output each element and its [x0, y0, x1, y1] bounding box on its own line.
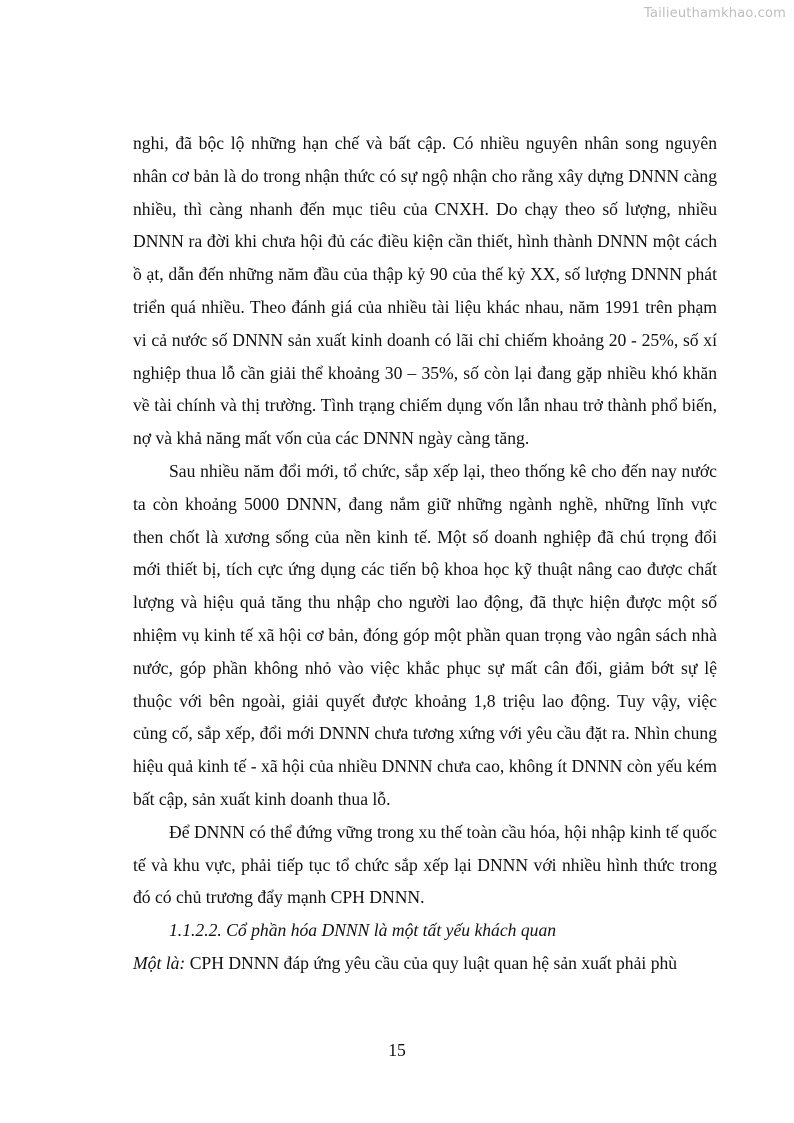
page-number: 15: [388, 1040, 406, 1060]
paragraph-4-text: CPH DNNN đáp ứng yêu cầu của quy luật quan hệ sản xuất phải phù: [185, 952, 678, 973]
paragraph-2: Sau nhiều năm đổi mới, tổ chức, sắp xếp lại, theo thống kê cho đến nay nước ta còn khoảng 5000 DNNN, đang nắm giữ những ngành nghề, những lĩnh vực then chốt là xương sống của nền kinh tế. Một số doanh nghiệp đã chú trọng đổi mới thiết bị, tích cực ứng dụng các tiến bộ khoa học kỹ thuật nâng cao được chất lượng và hiệu quả tăng thu nhập cho người lao động, đã thực hiện được một số nhiệm vụ kinh tế xã hội cơ bản, đóng góp một phần quan trọng vào ngân sách nhà nước, góp phần không nhỏ vào việc khắc phục sự mất cân đối, giảm bớt sự lệ thuộc với bên ngoài, giải quyết được khoảng 1,8 triệu lao động. Tuy vậy, việc củng cố, sắp xếp, đổi mới DNNN chưa tương xứng với yêu cầu đặt ra. Nhìn chung hiệu quả kinh tế - xã hội của nhiều DNNN chưa cao, không ít DNNN còn yếu kém bất cập, sản xuất kinh doanh thua lỗ.: [133, 460, 717, 809]
paragraph-3: Để DNNN có thể đứng vững trong xu thế toàn cầu hóa, hội nhập kinh tế quốc tế và khu vực, phải tiếp tục tổ chức sắp xếp lại DNNN với nhiều hình thức trong đó có chủ trương đẩy mạnh CPH DNNN.: [133, 821, 717, 908]
watermark-text: Tailieuthamkhao.com: [644, 6, 786, 21]
section-heading: 1.1.2.2. Cổ phần hóa DNNN là một tất yếu khách quan: [169, 920, 557, 941]
paragraph-1: nghi, đã bộc lộ những hạn chế và bất cập. Có nhiều nguyên nhân song nguyên nhân cơ bản là do trong nhận thức có sự ngộ nhận cho rằng xây dựng DNNN càng nhiều, thì càng nhanh đến mục tiêu của CNXH. Do chạy theo số lượng, nhiều DNNN ra đời khi chưa hội đủ các điều kiện cần thiết, hình thành DNNN một cách ồ ạt, dẫn đến những năm đầu của thập kỷ 90 của thế kỷ XX, số lượng DNNN phát triển quá nhiều. Theo đánh giá của nhiều tài liệu khác nhau, năm 1991 trên phạm vi cả nước số DNNN sản xuất kinh doanh có lãi chỉ chiếm khoảng 20 - 25%, số xí nghiệp thua lỗ cần giải thể khoảng 30 – 35%, số còn lại đang gặp nhiều khó khăn về tài chính và thị trường. Tình trạng chiếm dụng vốn lẫn nhau trở thành phổ biến, nợ và khả năng mất vốn của các DNNN ngày càng tăng.: [133, 133, 717, 449]
paragraph-4: [133, 947, 717, 980]
document-body: [133, 127, 717, 980]
paragraph-4-lead: Một là:: [133, 952, 186, 973]
